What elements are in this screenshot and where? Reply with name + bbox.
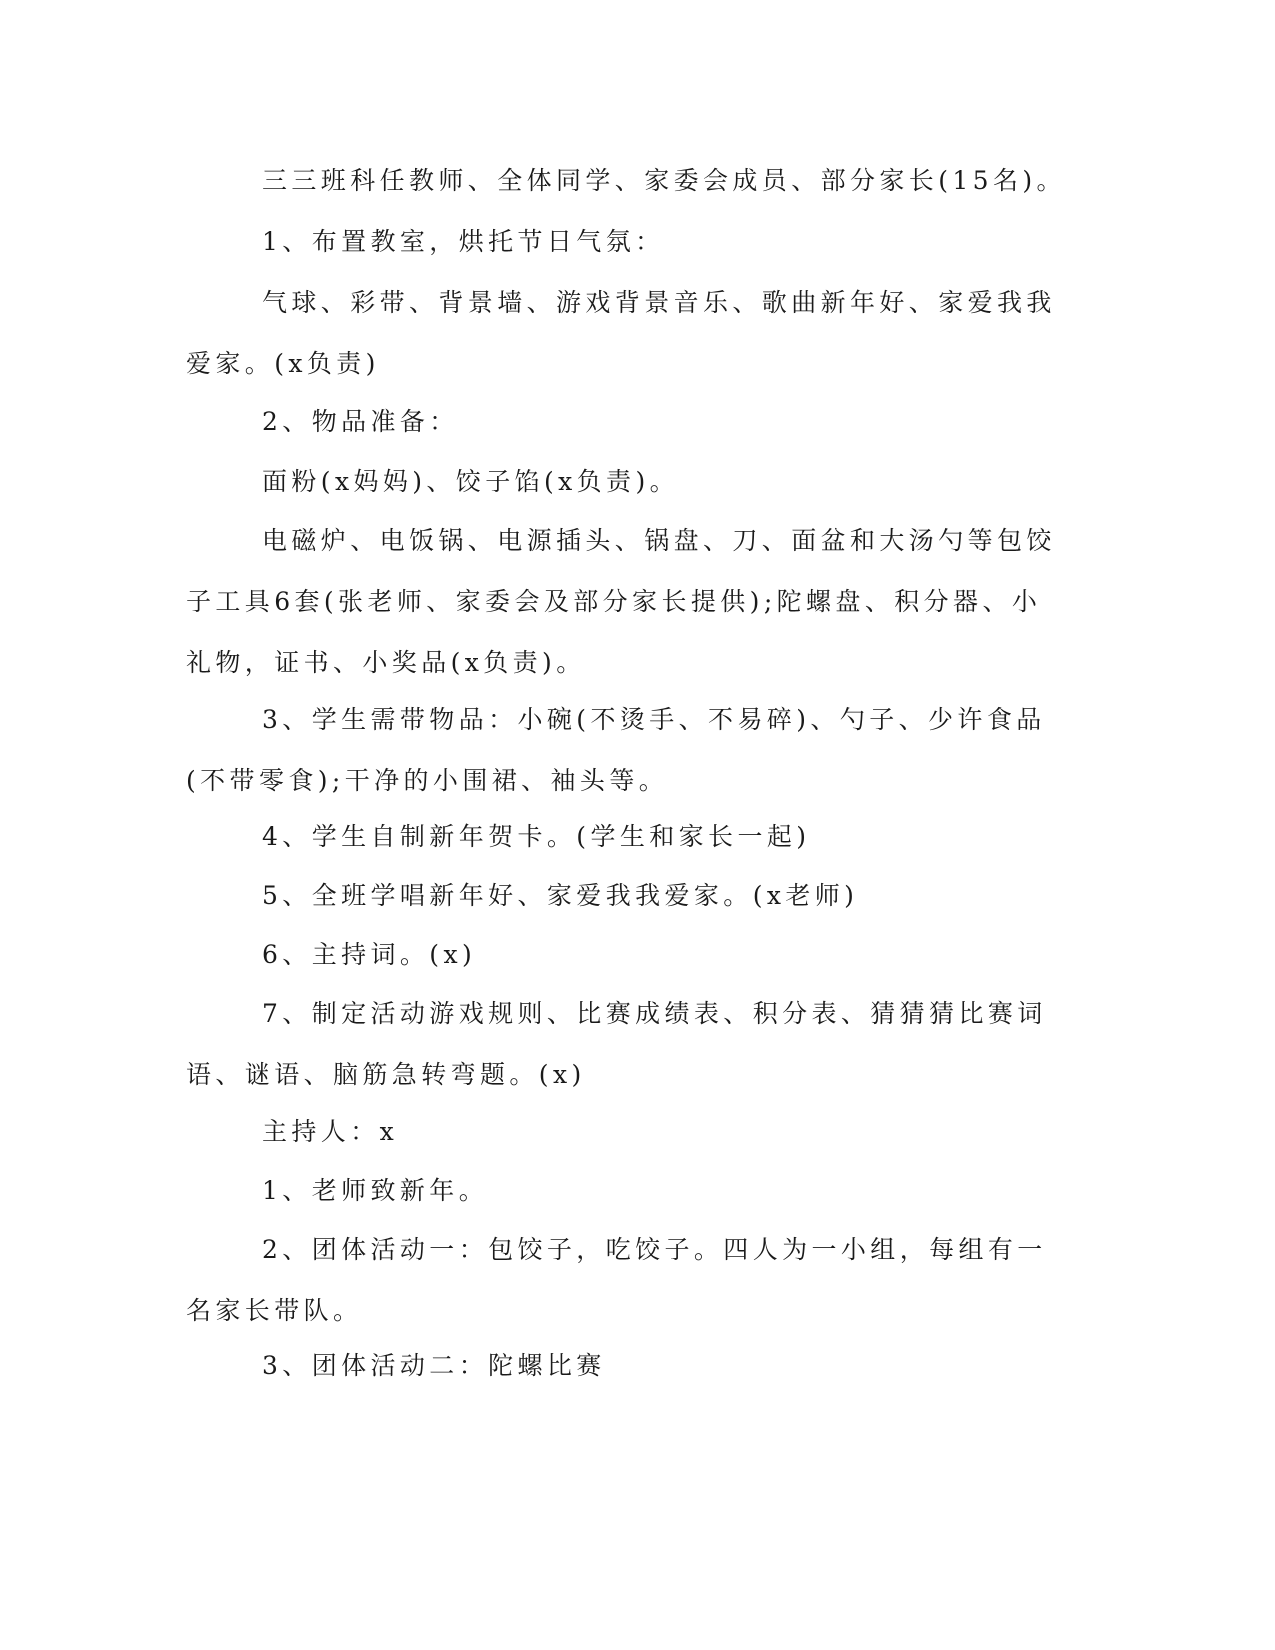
paragraph-host-script: 6、主持词。(x) bbox=[262, 940, 477, 969]
paragraph-decorate-items: 气球、彩带、背景墙、游戏背景音乐、歌曲新年好、家爱我我爱家。(x负责) bbox=[186, 288, 1056, 378]
paragraph-activity-two: 3、团体活动二：陀螺比赛 bbox=[262, 1351, 606, 1380]
paragraph-new-year-speech: 1、老师致新年。 bbox=[262, 1176, 489, 1205]
paragraph-activity-one: 2、团体活动一：包饺子，吃饺子。四人为一小组，每组有一名家长带队。 bbox=[186, 1235, 1047, 1325]
paragraph-participants: 三三班科任教师、全体同学、家委会成员、部分家长(15名)。 bbox=[262, 166, 1066, 195]
paragraph-tools: 电磁炉、电饭锅、电源插头、锅盘、刀、面盆和大汤勺等包饺子工具6套(张老师、家委会及部分家长提供);陀螺盘、积分器、小礼物，证书、小奖品(x负责)。 bbox=[186, 526, 1056, 677]
paragraph-greeting-cards: 4、学生自制新年贺卡。(学生和家长一起) bbox=[262, 822, 811, 851]
paragraph-student-items: 3、学生需带物品：小碗(不烫手、不易碎)、勺子、少许食品(不带零食);干净的小围裙、袖头等。 bbox=[186, 705, 1046, 795]
paragraph-host: 主持人：x bbox=[262, 1117, 399, 1146]
paragraph-supplies-heading: 2、物品准备： bbox=[262, 407, 459, 436]
paragraph-songs: 5、全班学唱新年好、家爱我我爱家。(x老师) bbox=[262, 881, 859, 910]
paragraph-game-rules: 7、制定活动游戏规则、比赛成绩表、积分表、猜猜猜比赛词语、谜语、脑筋急转弯题。(x) bbox=[186, 999, 1047, 1089]
paragraph-decorate-heading: 1、布置教室，烘托节日气氛： bbox=[262, 227, 665, 256]
paragraph-food-supplies: 面粉(x妈妈)、饺子馅(x负责)。 bbox=[262, 467, 680, 496]
